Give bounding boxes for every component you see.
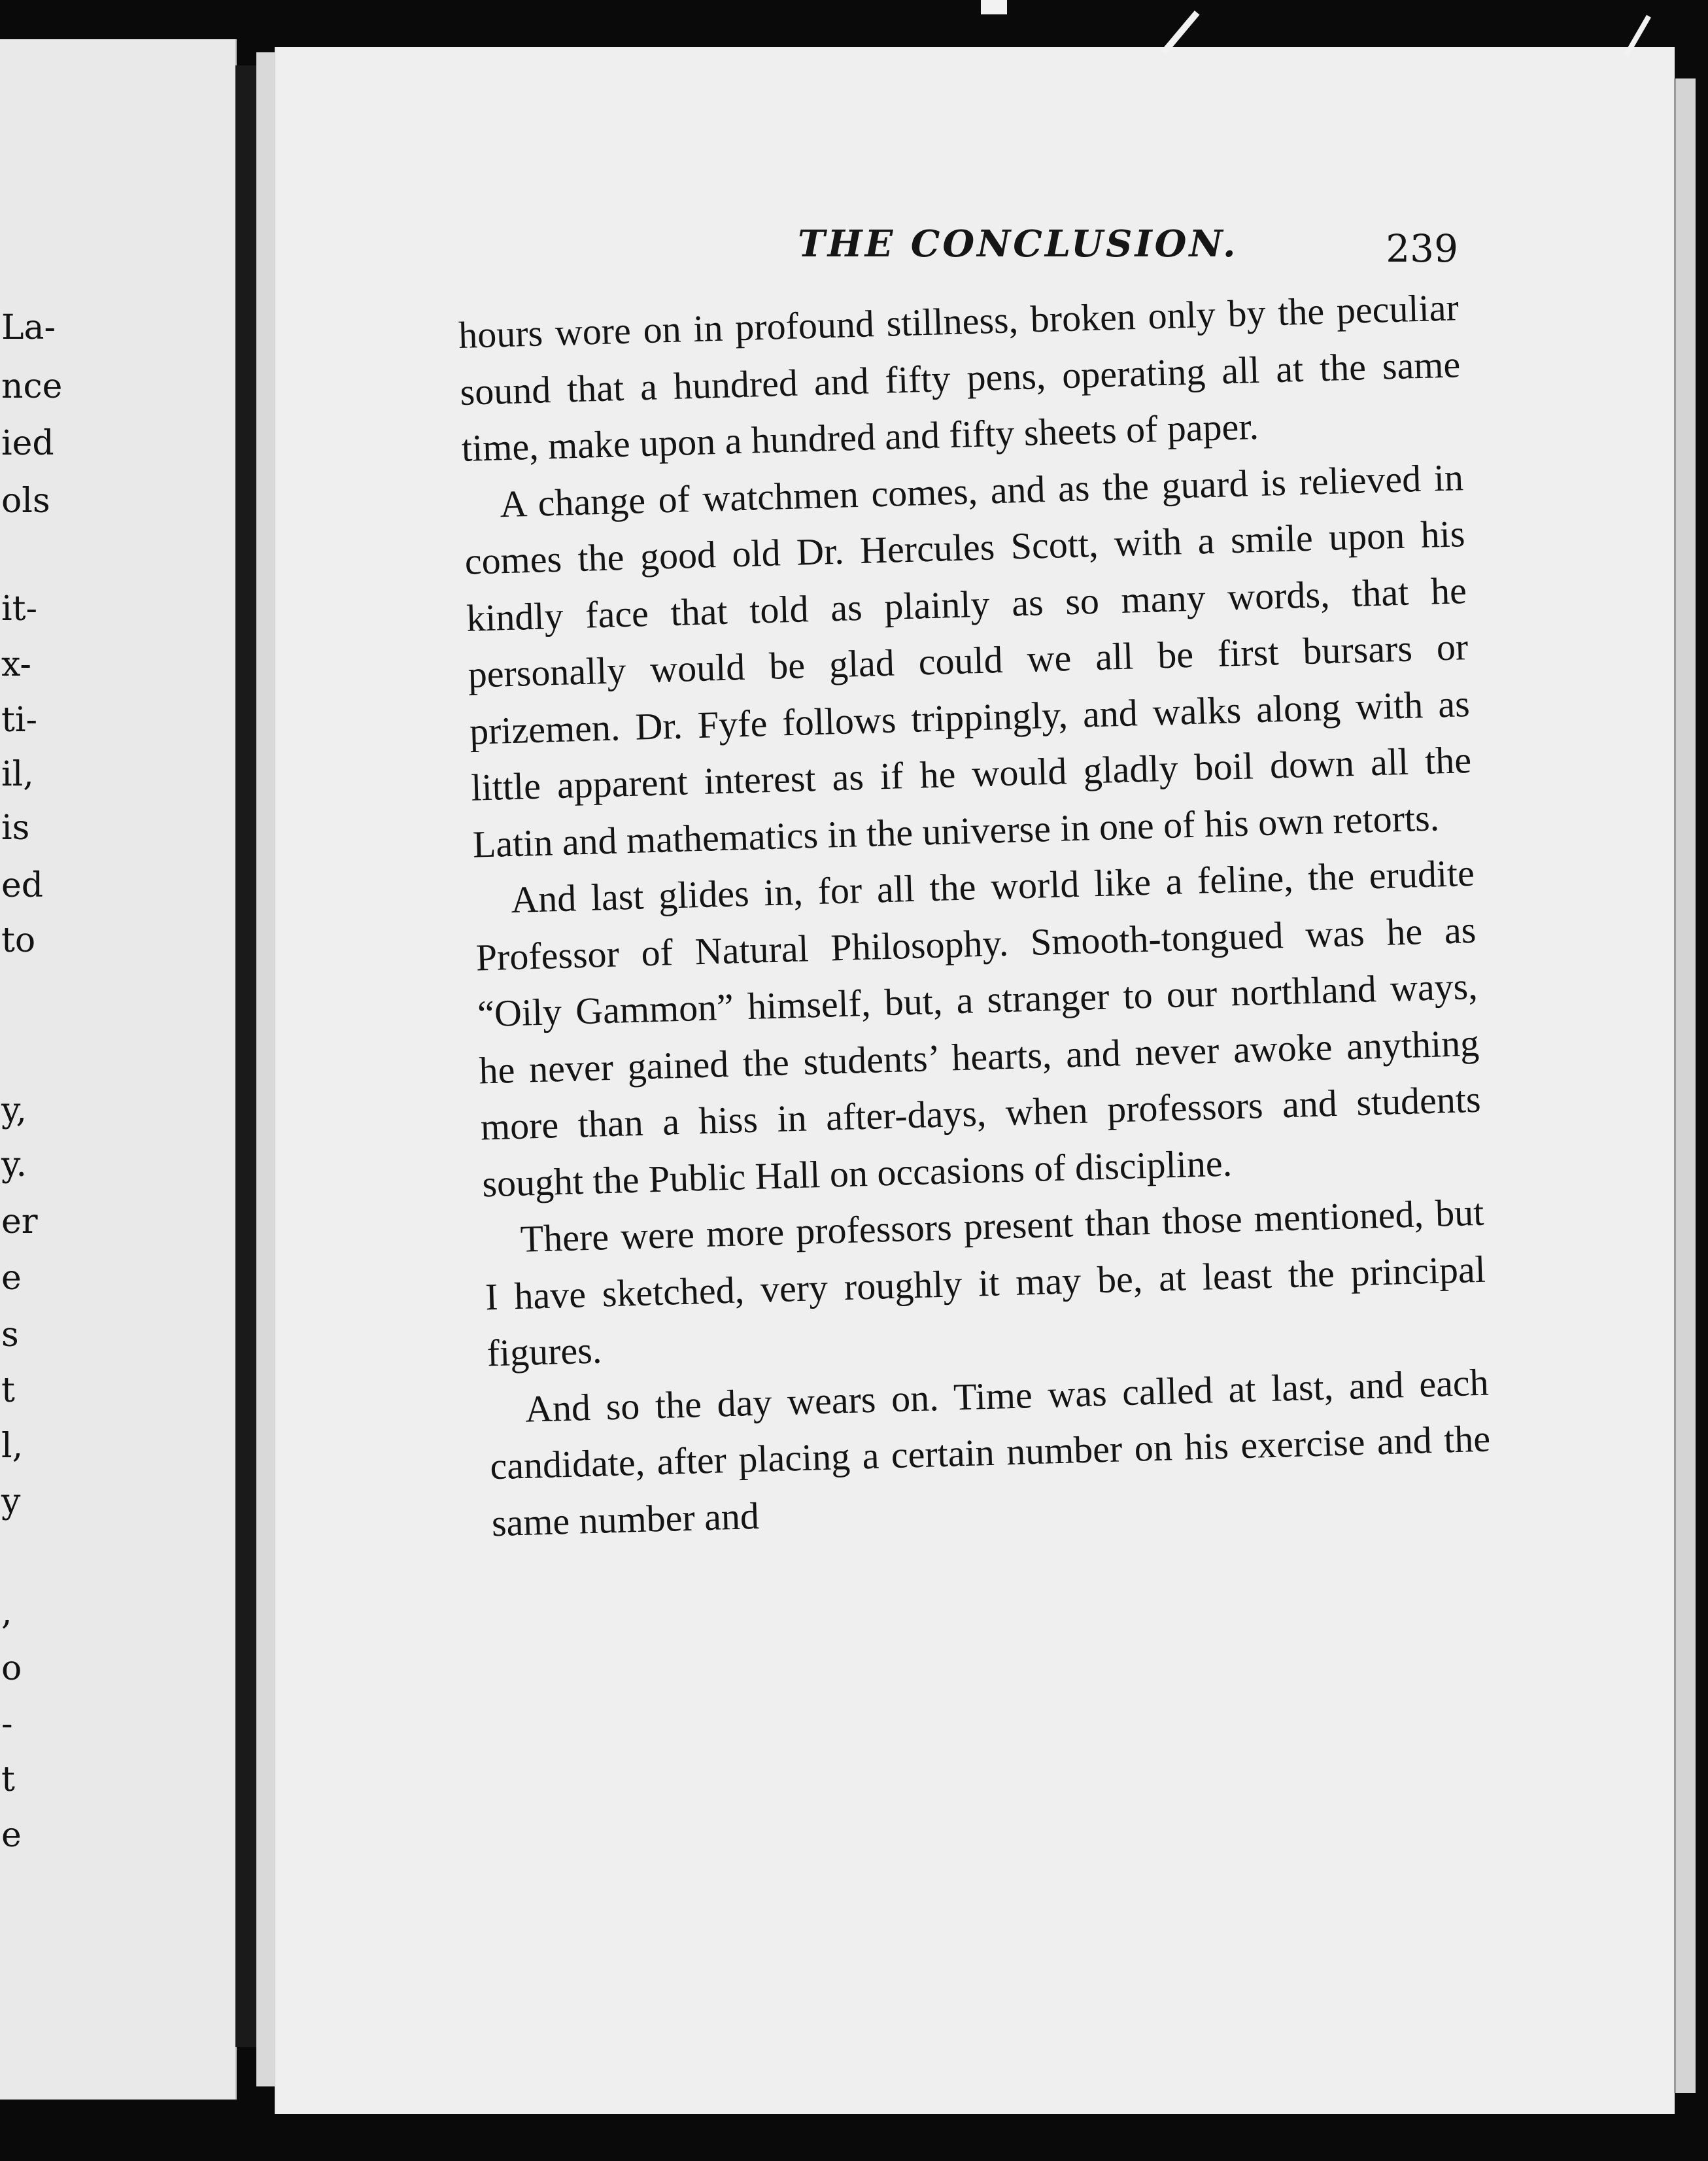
left-page-fragment: x- (1, 645, 31, 684)
left-page-fragment: , (1, 1593, 12, 1633)
running-title: THE CONCLUSION. (798, 222, 1238, 266)
left-page-fragment: er (1, 1202, 38, 1241)
previous-page-edge (0, 39, 237, 2100)
paragraph: And so the day wears on. Time was called at last, and each candidate, after placing a certain number on his exercise and the same number and (489, 1360, 1491, 1544)
paragraph: A change of watchmen comes, and as the guard is relieved in comes the good old Dr. Hercules Scott, with a smile upon his kindly face that told as plainly as so many words, that he personally would be glad could we all be first bursars or prizemen. Dr. Fyfe follows trippingly, and walks along with as little apparent interest as if he would gladly boil down all the Latin and mathematics in the universe in one of his own retorts. (464, 455, 1472, 866)
left-page-fragment: y. (1, 1145, 27, 1184)
left-page-fragment: La- (1, 308, 56, 347)
left-page-fragment: o (1, 1649, 22, 1688)
paragraph: There were more professors present than those mentioned, but I have sketched, very roughly it may be, at least the principal figures. (485, 1190, 1486, 1375)
left-page-fragment: t (1, 1371, 15, 1410)
left-page-fragment: ed (1, 866, 44, 905)
paragraph: hours wore on in profound stillness, broken only by the peculiar sound that a hundred and fifty pens, operating all at the same time, make upon a hundred and fifty sheets of paper. (458, 286, 1461, 470)
left-page-fragment: t (1, 1760, 15, 1799)
paragraph: And last glides in, for all the world like a feline, the erudite Professor of Natural Philosophy. Smooth-tongued was he as “Oily Gammon” himself, but, a stranger to our northland ways, he never gained the students’ hearts, and never awoke anything more than a hiss in after-days, when professors and students sought the Public Hall on occasions of discipline. (475, 851, 1482, 1205)
left-page-fragment: s (1, 1315, 19, 1355)
left-page-fragment: y (1, 1482, 21, 1521)
left-page-fragment: - (1, 1704, 13, 1744)
book-gutter (235, 65, 256, 2047)
left-page-fragment: is (1, 808, 30, 848)
left-page-fragment: it- (1, 589, 38, 629)
left-page-fragment: y, (1, 1091, 27, 1130)
left-page-fragment: ti- (1, 700, 38, 740)
left-page-fragment: e (1, 1258, 22, 1298)
left-page-fragment: nce (1, 367, 63, 406)
page-stack-edge (1674, 78, 1696, 2093)
page-header (523, 222, 1478, 275)
left-page-fragment: ols (1, 481, 50, 521)
gutter-shadow (256, 52, 276, 2086)
left-page-fragment: to (1, 921, 36, 960)
left-page-fragment: e (1, 1816, 22, 1855)
page-number: 239 (1386, 226, 1458, 271)
body-text (458, 279, 1493, 1551)
left-page-fragment: l, (1, 1426, 24, 1466)
left-page-fragment: il, (1, 755, 34, 794)
left-page-fragment: ied (1, 424, 54, 463)
scan-speck (981, 0, 1007, 14)
